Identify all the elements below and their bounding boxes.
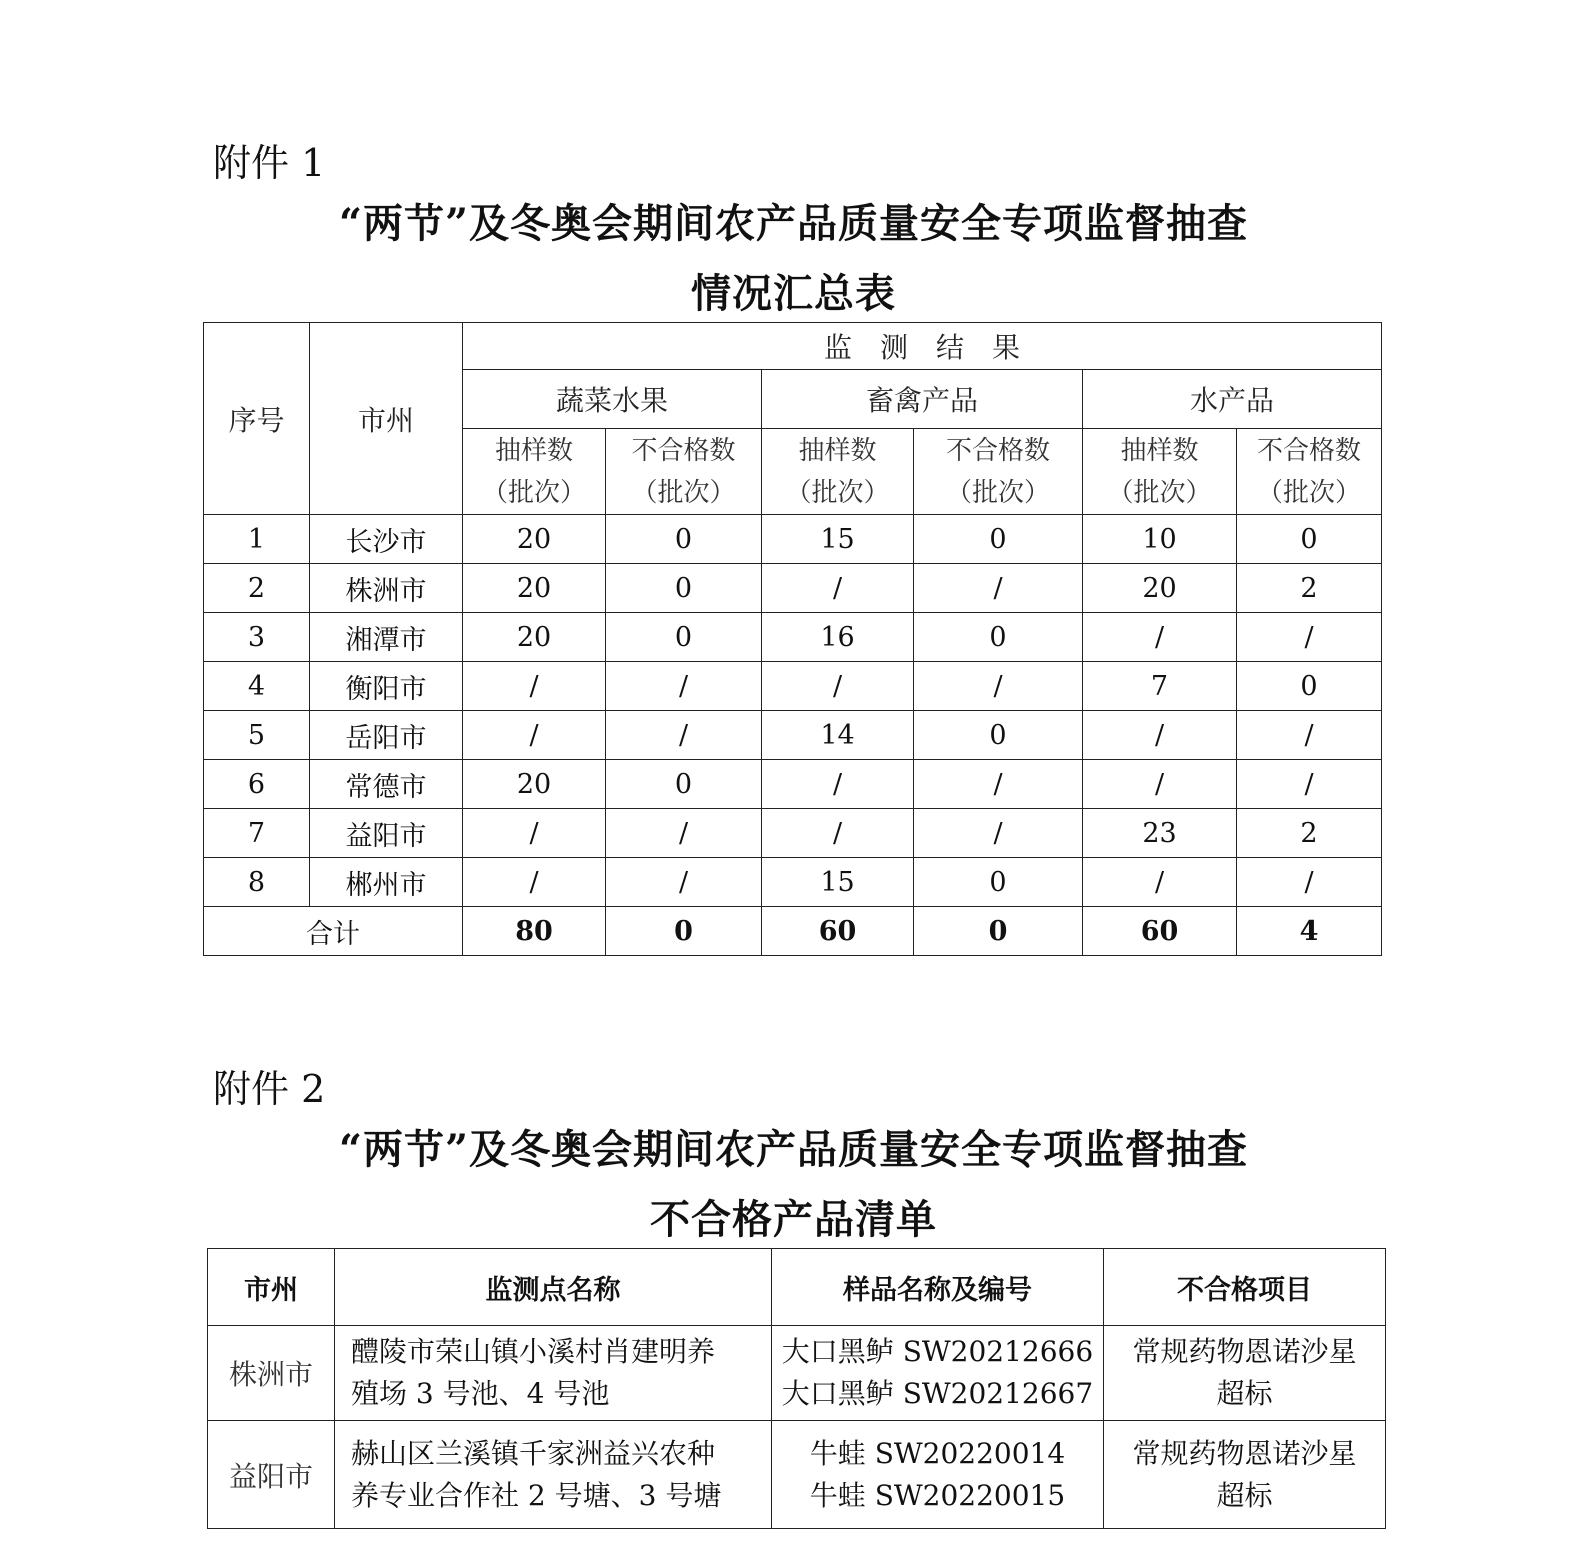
row-aqua-sample: 7: [1083, 662, 1237, 711]
row-veg-fail: /: [606, 809, 762, 858]
header-unit-label: （批次）: [945, 477, 1050, 508]
row-city: 岳阳市: [310, 711, 463, 760]
row-veg-sample: 20: [463, 564, 606, 613]
table-row: [204, 760, 1382, 809]
row-live-fail: 0: [914, 711, 1083, 760]
row-seq: 3: [204, 613, 310, 662]
row-veg-fail: 0: [606, 760, 762, 809]
row-city: 常德市: [310, 760, 463, 809]
header-unit-label: （批次）: [631, 477, 736, 508]
row-site-line: 醴陵市荣山镇小溪村肖建明养: [351, 1335, 716, 1368]
table-row: [204, 809, 1382, 858]
header-group-livestock: 畜禽产品: [762, 370, 1083, 429]
header-monitoring-result: 监 测 结 果: [463, 323, 1382, 370]
header-veg-fail: [606, 429, 762, 515]
header-veg-sample: [463, 429, 606, 515]
row-veg-fail: 0: [606, 564, 762, 613]
row-fail-item-line: 超标: [1216, 1478, 1273, 1512]
annex1-label: 附件 1: [213, 141, 326, 185]
total-live-fail: 0: [914, 907, 1083, 956]
row-live-fail: 0: [914, 613, 1083, 662]
row-aqua-fail: /: [1237, 858, 1382, 907]
row-city: 益阳市: [310, 809, 463, 858]
row-live-fail: /: [914, 564, 1083, 613]
row-city: 湘潭市: [310, 613, 463, 662]
row-sample-line: 大口黑鲈 SW20212667: [781, 1377, 1094, 1410]
header-site: 监测点名称: [335, 1249, 772, 1326]
row-fail-item: [1104, 1326, 1386, 1421]
row-site: [335, 1421, 772, 1529]
row-seq: 4: [204, 662, 310, 711]
header-sample-label: 抽样数: [798, 435, 877, 466]
header-sample: 样品名称及编号: [772, 1249, 1104, 1326]
row-city: [208, 1421, 335, 1529]
row-veg-sample: 20: [463, 515, 606, 564]
header-fail-label: 不合格数: [945, 435, 1050, 466]
header-sample-label: 抽样数: [494, 435, 573, 466]
row-live-fail: /: [914, 760, 1083, 809]
row-veg-fail: 0: [606, 613, 762, 662]
row-veg-sample: /: [463, 662, 606, 711]
header-seq: 序号: [204, 323, 310, 515]
annex2-title-line2: 不合格产品清单: [650, 1196, 937, 1243]
row-veg-sample: /: [463, 711, 606, 760]
row-live-fail: 0: [914, 515, 1083, 564]
row-aqua-fail: 2: [1237, 564, 1382, 613]
row-sample-line: 大口黑鲈 SW20212666: [781, 1335, 1094, 1368]
row-aqua-sample: /: [1083, 711, 1237, 760]
row-aqua-sample: 10: [1083, 515, 1237, 564]
row-aqua-sample: 23: [1083, 809, 1237, 858]
row-veg-fail: /: [606, 711, 762, 760]
header-live-fail: [914, 429, 1083, 515]
nonconforming-table: [207, 1248, 1386, 1529]
row-aqua-fail: /: [1237, 711, 1382, 760]
row-live-sample: /: [762, 662, 914, 711]
header-unit-label: （批次）: [481, 477, 586, 508]
header-city: 市州: [208, 1249, 335, 1326]
row-live-fail: /: [914, 662, 1083, 711]
row-aqua-sample: /: [1083, 613, 1237, 662]
row-sample: [772, 1421, 1104, 1529]
row-site: [335, 1326, 772, 1421]
row-aqua-fail: /: [1237, 613, 1382, 662]
table-row: [204, 515, 1382, 564]
table-row: [204, 613, 1382, 662]
row-site-line: 养专业合作社 2 号塘、3 号塘: [351, 1478, 722, 1512]
header-aqua-fail: [1237, 429, 1382, 515]
row-live-fail: 0: [914, 858, 1083, 907]
header-aqua-sample: [1083, 429, 1237, 515]
row-veg-sample: /: [463, 809, 606, 858]
header-group-vegetables-fruits: 蔬菜水果: [463, 370, 762, 429]
row-city: 郴州市: [310, 858, 463, 907]
row-live-sample: 16: [762, 613, 914, 662]
row-aqua-sample: /: [1083, 760, 1237, 809]
annex1-title-line2: 情况汇总表: [691, 270, 896, 317]
row-aqua-sample: /: [1083, 858, 1237, 907]
row-seq: 2: [204, 564, 310, 613]
row-fail-item: [1104, 1421, 1386, 1529]
row-city-line: 株洲市: [228, 1358, 313, 1391]
row-city-line: 益阳市: [228, 1459, 313, 1493]
header-unit-label: （批次）: [1257, 477, 1362, 508]
annex2-title-line1: “两节”及冬奥会期间农产品质量安全专项监督抽查: [338, 1126, 1248, 1173]
header-sample-label: 抽样数: [1120, 435, 1199, 466]
row-live-sample: /: [762, 760, 914, 809]
table-row: [204, 564, 1382, 613]
row-fail-item-line: 常规药物恩诺沙星: [1132, 1436, 1357, 1470]
annex1-title-line1: “两节”及冬奥会期间农产品质量安全专项监督抽查: [338, 200, 1248, 247]
total-veg-fail: 0: [606, 907, 762, 956]
summary-table: [203, 322, 1382, 956]
table-row: [208, 1421, 1386, 1529]
table-row: [208, 1326, 1386, 1421]
row-seq: 6: [204, 760, 310, 809]
header-fail-label: 不合格数: [1257, 435, 1362, 466]
header-unit-label: （批次）: [1107, 477, 1212, 508]
row-site-line: 殖场 3 号池、4 号池: [351, 1377, 610, 1410]
row-aqua-fail: 0: [1237, 515, 1382, 564]
row-veg-fail: /: [606, 858, 762, 907]
row-seq: 5: [204, 711, 310, 760]
row-live-sample: /: [762, 809, 914, 858]
row-seq: 1: [204, 515, 310, 564]
row-veg-fail: 0: [606, 515, 762, 564]
header-live-sample: [762, 429, 914, 515]
table-row: [204, 858, 1382, 907]
row-live-fail: /: [914, 809, 1083, 858]
row-seq: 7: [204, 809, 310, 858]
row-sample: [772, 1326, 1104, 1421]
row-aqua-fail: 0: [1237, 662, 1382, 711]
row-site-line: 赫山区兰溪镇千家洲益兴农种: [351, 1436, 716, 1470]
row-city: [208, 1326, 335, 1421]
row-city: 株洲市: [310, 564, 463, 613]
total-live-sample: 60: [762, 907, 914, 956]
header-unit-label: （批次）: [785, 477, 890, 508]
header-fail-item: 不合格项目: [1104, 1249, 1386, 1326]
row-sample-line: 牛蛙 SW20220015: [809, 1478, 1066, 1512]
row-city: 长沙市: [310, 515, 463, 564]
table-row: [204, 662, 1382, 711]
row-city: 衡阳市: [310, 662, 463, 711]
row-aqua-fail: /: [1237, 760, 1382, 809]
row-live-sample: 14: [762, 711, 914, 760]
row-seq: 8: [204, 858, 310, 907]
row-fail-item-line: 常规药物恩诺沙星: [1132, 1335, 1357, 1368]
row-veg-fail: /: [606, 662, 762, 711]
row-fail-item-line: 超标: [1216, 1377, 1273, 1410]
row-veg-sample: /: [463, 858, 606, 907]
annex2-label: 附件 2: [213, 1067, 326, 1111]
total-veg-sample: 80: [463, 907, 606, 956]
header-fail-label: 不合格数: [631, 435, 736, 466]
row-live-sample: 15: [762, 858, 914, 907]
row-sample-line: 牛蛙 SW20220014: [809, 1436, 1066, 1470]
table-total-row: [204, 907, 1382, 956]
row-live-sample: /: [762, 564, 914, 613]
row-veg-sample: 20: [463, 760, 606, 809]
header-city: 市州: [310, 323, 463, 515]
row-aqua-fail: 2: [1237, 809, 1382, 858]
row-aqua-sample: 20: [1083, 564, 1237, 613]
total-aqua-sample: 60: [1083, 907, 1237, 956]
total-aqua-fail: 4: [1237, 907, 1382, 956]
row-live-sample: 15: [762, 515, 914, 564]
header-group-aquatic: 水产品: [1083, 370, 1382, 429]
total-label: 合计: [204, 907, 463, 956]
table-row: [204, 711, 1382, 760]
row-veg-sample: 20: [463, 613, 606, 662]
